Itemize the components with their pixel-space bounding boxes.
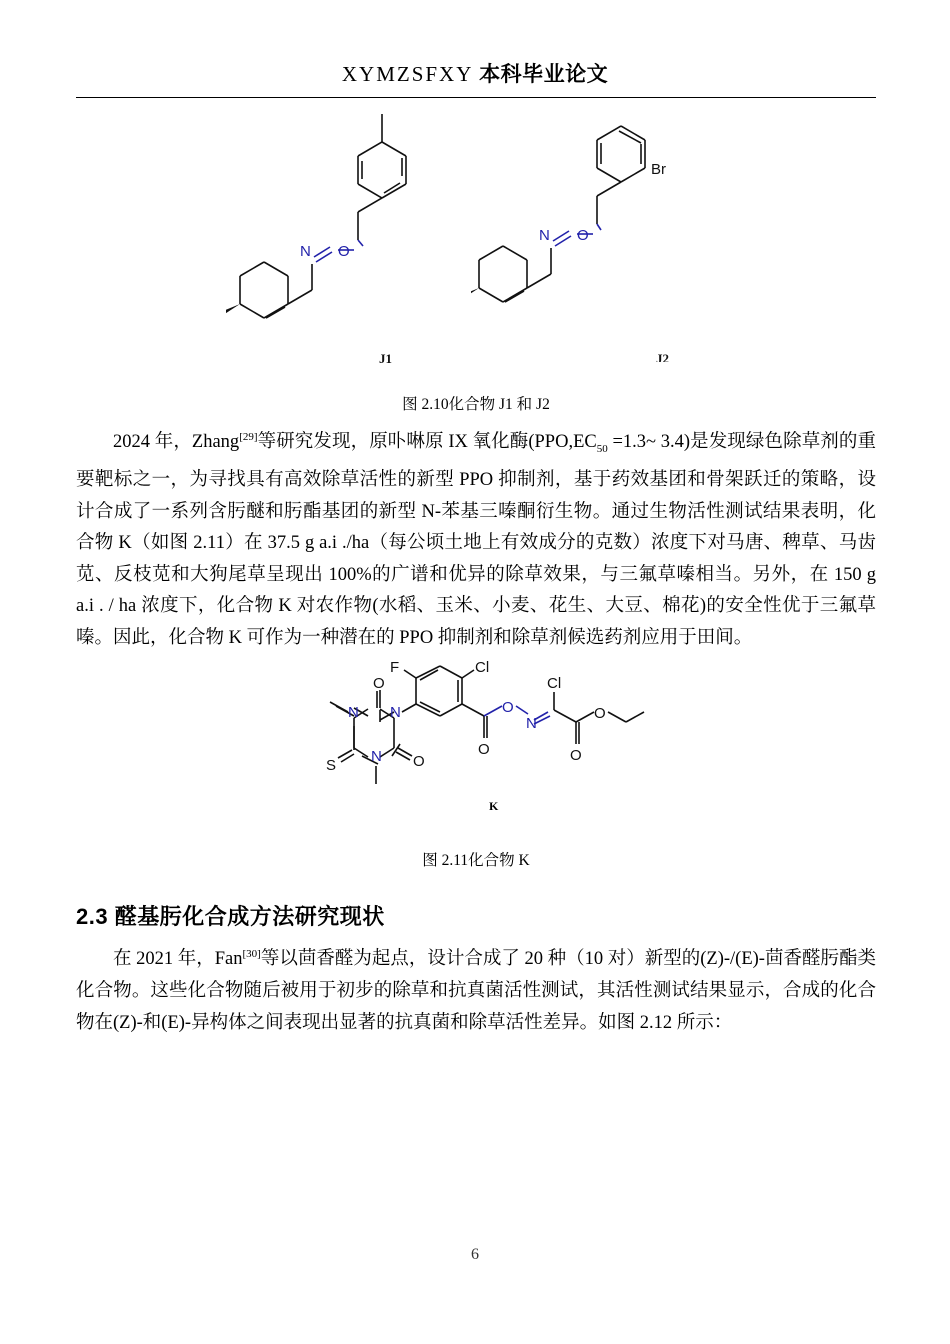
atom-label-f-k: F — [390, 660, 400, 677]
citation-30: [30] — [242, 948, 261, 961]
figure-2-10-caption: 图 2.10化合物 J1 和 J2 — [402, 396, 550, 413]
structure-k-svg — [312, 660, 652, 810]
chemical-structure-k — [312, 660, 652, 815]
atom-label-n1-k: N — [348, 704, 359, 722]
atom-label-n-j2: N — [539, 227, 550, 244]
atom-label-n-j1: N — [300, 243, 311, 260]
para2-text-a: 在 2021 年，Fan — [113, 949, 243, 970]
atom-label-o-carbonyl2-k: O — [570, 747, 582, 765]
atom-label-cl-oxime-k: Cl — [547, 675, 562, 693]
page-content — [76, 104, 876, 1039]
atom-label-cl-ring-k: Cl — [475, 660, 490, 677]
atom-label-n2-k: N — [390, 704, 401, 722]
paragraph-zhang-ppo — [76, 422, 876, 654]
para2-text-b: 等以茴香醛为起点，设计合成了 20 种（10 对）新型的(Z)-/(E)-茴香醛肟酯类化合物。这些化合物随后被用于初步的除草和抗真菌活性测试，其活性测试结果显示，合成的化合物在(Z)-和(E)-异构体之间表现出显著的抗真菌和除草活性差异。如图 2.12 所示： — [76, 949, 876, 1033]
para1-text-c: =1.3~ 3.4)是发现绿色除草剂的重要靶标之一，为寻找具有高效除草活性的新型 PPO 抑制剂，基于药效基团和骨架跃迁的策略，设计合成了一系列含肟醚和肟酯基团的新型 N-苯基三嗪酮衍生物。通过生物活性测试结果表明，化合物 K（如图 2.11）在 37.5 g a.i ./ha（每公顷土地上有效成分的克数）浓度下对马唐、稗草、马齿苋、反枝苋和大狗尾草呈现出 100%的广谱和优异的除草效果，与三氟草嗪相当。另外，在 150 g a.i . / ha 浓度下，化合物 K 对农作物(水稻、玉米、小麦、花生、大豆、棉花)的安全性优于三氟草嗪。因此，化合物 K 可作为一种潜在的 PPO 抑制剂和除草剂候选药剂应用于田间。 — [76, 432, 876, 648]
page-header — [0, 58, 950, 88]
para1-text-b: 等研究发现，原卟啉原 IX 氧化酶(PPO,EC — [257, 432, 597, 453]
atom-label-o-ring-top-k: O — [373, 675, 385, 693]
header-divider — [76, 97, 876, 98]
subscript-50: 50 — [596, 442, 608, 455]
citation-29: [29] — [239, 431, 258, 443]
chemical-structure-j2 — [471, 104, 721, 359]
section-heading-2-3: 2.3 醛基肟化合成方法研究现状 — [76, 904, 385, 930]
atom-label-o-oxime-k: O — [502, 699, 514, 717]
structure-label-j1: J1 — [379, 351, 392, 366]
atom-label-o-carbonyl1-k: O — [478, 741, 490, 759]
page-number: 6 — [471, 1246, 479, 1263]
paragraph-fan-oxime-ester — [76, 939, 876, 1039]
header-title-latin: XYMZSFXY — [341, 62, 474, 86]
structure-j1-svg — [226, 104, 466, 354]
atom-label-s-k: S — [326, 757, 337, 775]
figure-2-11-caption: 图 2.11化合物 K — [422, 852, 530, 870]
header-title-cjk: 本科毕业论文 — [479, 62, 609, 86]
para1-text-a: 2024 年，Zhang — [113, 432, 240, 453]
atom-label-br-j2: Br — [651, 161, 666, 178]
structure-label-j2: J2 — [656, 352, 669, 362]
atom-label-o-j2: O — [577, 227, 589, 244]
header-title — [342, 58, 608, 88]
atom-label-n3-k: N — [371, 748, 382, 766]
chemical-structure-j1 — [226, 104, 466, 359]
atom-label-o-ring-bottom-k: O — [413, 753, 425, 771]
structure-j2-svg — [471, 104, 721, 354]
atom-label-n-oxime-k: N — [526, 715, 537, 733]
figure-2-10-structures — [76, 104, 876, 374]
atom-label-o-ester-k: O — [594, 705, 606, 723]
figure-2-11-structure — [76, 660, 876, 830]
structure-label-k: K — [489, 799, 499, 814]
atom-label-o-j1: O — [338, 243, 350, 260]
